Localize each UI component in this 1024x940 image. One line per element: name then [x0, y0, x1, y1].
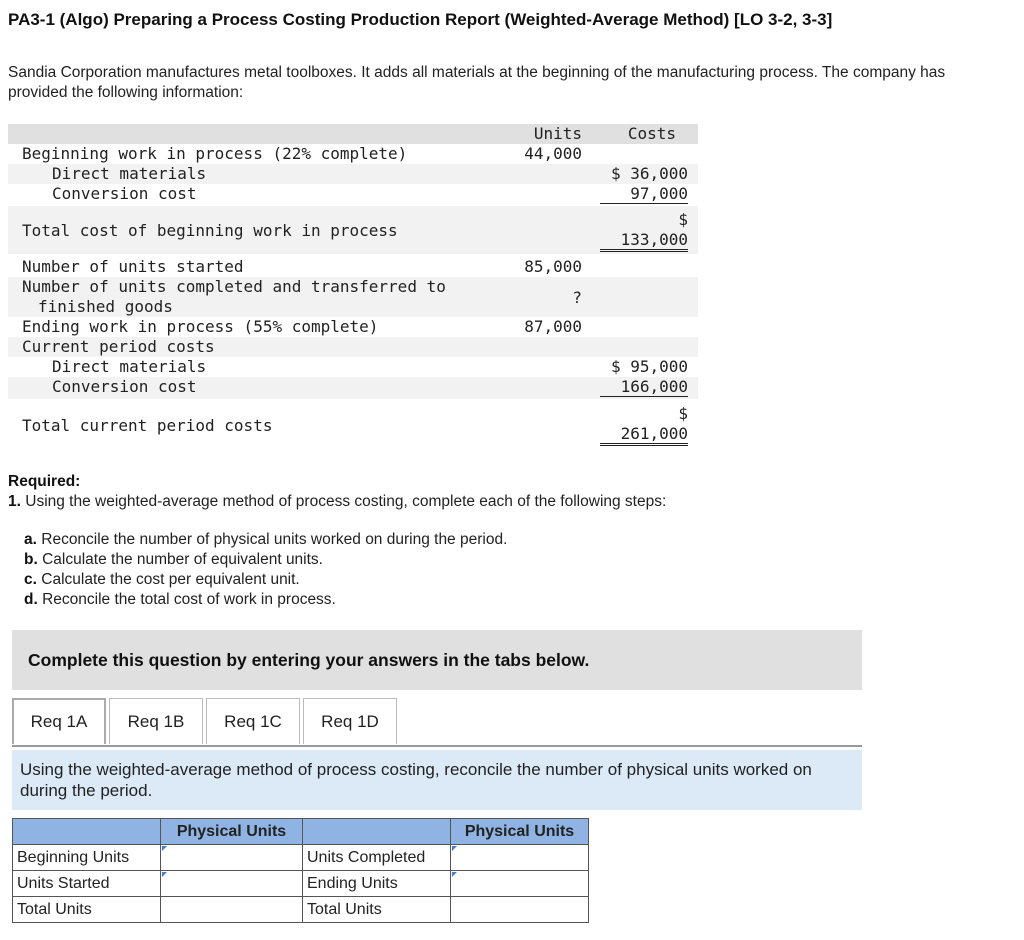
required-item-text: Using the weighted-average method of process costing, complete each of the following steps: [25, 493, 667, 510]
completed-label-2: finished goods [38, 297, 173, 316]
physical-units-header: Physical Units [161, 819, 303, 845]
header-blank-cell [13, 819, 161, 845]
tab-req-1b[interactable]: Req 1B [109, 698, 203, 744]
tab-req-1d[interactable]: Req 1D [303, 698, 397, 744]
units-completed-input[interactable] [451, 846, 592, 870]
total-cur-dollar: $ [678, 404, 688, 423]
beginning-units-cell [161, 845, 303, 871]
cur-dm-label: Direct materials [52, 357, 207, 376]
units-started-label: Units Started [13, 871, 161, 897]
end-wip-label: Ending work in process (55% complete) [22, 317, 379, 336]
ending-units-input[interactable] [451, 872, 592, 896]
beg-wip-units: 44,000 [524, 144, 582, 163]
step-letter: d. [24, 591, 38, 608]
units-completed-label: Units Completed [303, 845, 451, 871]
table-row [13, 897, 589, 923]
required-section [8, 472, 666, 512]
tab-instruction: Using the weighted-average method of process costing, reconcile the number of physical units worked on during the period. [12, 750, 862, 810]
beg-cc-cost: 97,000 [600, 184, 688, 204]
started-units: 85,000 [524, 257, 582, 276]
step-text: Calculate the cost per equivalent unit. [41, 571, 300, 588]
instructions-banner: Complete this question by entering your answers in the tabs below. [12, 630, 862, 690]
tab-divider [12, 745, 862, 747]
beginning-units-input[interactable] [161, 846, 306, 870]
physical-units-header-2: Physical Units [451, 819, 589, 845]
table-row [13, 871, 589, 897]
current-label: Current period costs [22, 337, 215, 356]
tab-req-1a[interactable]: Req 1A [12, 698, 106, 744]
intro-text: Sandia Corporation manufactures metal toolboxes. It adds all materials at the beginning of the manufacturing process. The company has provided the following information: [8, 64, 946, 101]
physical-units-table [12, 818, 589, 923]
cur-cc-cost: 166,000 [600, 377, 688, 397]
completed-label-1: Number of units completed and transferred to [22, 277, 446, 296]
total-units-left-cell [161, 897, 303, 923]
step-letter: b. [24, 551, 38, 568]
units-started-input[interactable] [161, 872, 306, 896]
total-beg-cost: 133,000 [600, 230, 688, 252]
total-cur-cost: 261,000 [600, 424, 688, 446]
tab-req-1c[interactable]: Req 1C [206, 698, 300, 744]
step-text: Calculate the number of equivalent units. [42, 551, 323, 568]
total-units-label-right: Total Units [303, 897, 451, 923]
cur-cc-label: Conversion cost [52, 377, 197, 396]
header-blank-cell [303, 819, 451, 845]
started-label: Number of units started [22, 257, 244, 276]
costs-header: Costs [627, 124, 676, 143]
end-wip-units: 87,000 [524, 317, 582, 336]
total-beg-dollar: $ [678, 210, 688, 229]
units-started-cell [161, 871, 303, 897]
units-completed-cell [451, 845, 589, 871]
beg-dm-cost: $ 36,000 [610, 164, 688, 183]
step-letter: a. [24, 531, 37, 548]
list-item [24, 530, 507, 550]
total-cur-label: Total current period costs [22, 416, 273, 435]
units-header: Units [533, 124, 582, 143]
step-text: Reconcile the total cost of work in process. [42, 591, 336, 608]
beginning-units-label: Beginning Units [13, 845, 161, 871]
steps-list [24, 530, 507, 610]
list-item [24, 550, 507, 570]
list-item [24, 590, 507, 610]
beg-cc-label: Conversion cost [52, 184, 197, 203]
beg-dm-label: Direct materials [52, 164, 207, 183]
ending-units-label: Ending Units [303, 871, 451, 897]
list-item [24, 570, 507, 590]
step-text: Reconcile the number of physical units worked on during the period. [41, 531, 508, 548]
total-units-right-cell [451, 897, 589, 923]
beg-wip-label: Beginning work in process (22% complete) [22, 144, 408, 163]
total-units-label-left: Total Units [13, 897, 161, 923]
ending-units-cell [451, 871, 589, 897]
completed-units: ? [572, 288, 582, 307]
table-row [13, 845, 589, 871]
total-units-right-input[interactable] [451, 898, 592, 922]
page-title: PA3-1 (Algo) Preparing a Process Costing Production Report (Weighted-Average Method) [LO 3-2, 3-3] [8, 10, 833, 29]
cur-dm-cost: $ 95,000 [610, 357, 688, 376]
total-units-left-input[interactable] [161, 898, 306, 922]
required-heading: Required: [8, 473, 81, 490]
step-letter: c. [24, 571, 37, 588]
total-beg-label: Total cost of beginning work in process [22, 221, 398, 240]
required-item-number: 1. [8, 493, 21, 510]
